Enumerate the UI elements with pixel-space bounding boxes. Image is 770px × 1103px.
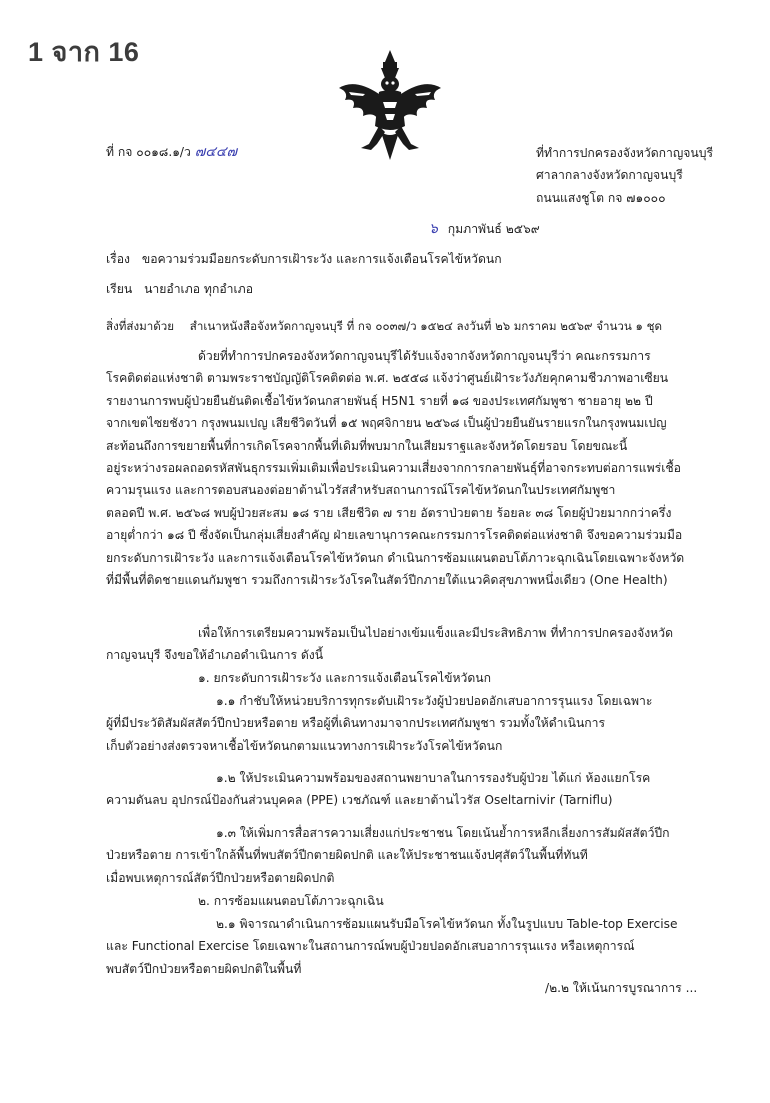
body-paragraph-1: [106, 345, 706, 591]
garuda-emblem: [335, 48, 445, 164]
paragraph-line: อายุต่ำกว่า ๑๘ ปี ซึ่งจัดเป็นกลุ่มเสี่ยงสำคัญ ฝ่ายเลขานุการคณะกรรมการโรคติดต่อแห่งชาติ จึงขอความร่วมมือ: [106, 528, 683, 543]
paragraph-line: เพื่อให้การเตรียมความพร้อมเป็นไปอย่างเข้มแข็งและมีประสิทธิภาพ ที่ทำการปกครองจังหวัด: [198, 626, 673, 640]
paragraph-line: ป่วยหรือตาย การเข้าใกล้พื้นที่พบสัตว์ปีกตายผิดปกติ และให้ประชาชนแจ้งปศุสัตว์ในพื้นที่ทันที: [106, 848, 588, 863]
enclosure-label: สิ่งที่ส่งมาด้วย: [106, 319, 175, 333]
sender-address-line-2: ศาลากลางจังหวัดกาญจนบุรี: [536, 168, 683, 182]
item-1-title: [106, 667, 706, 689]
paragraph-line: เก็บตัวอย่างส่งตรวจหาเชื้อไข้หวัดนกตามแนวทางการเฝ้าระวังโรคไข้หวัดนก: [106, 738, 503, 753]
paragraph-line: กาญจนบุรี จึงขอให้อำเภอดำเนินการ ดังนี้: [106, 648, 324, 663]
sender-address-line-1: ที่ทำการปกครองจังหวัดกาญจนบุรี: [536, 146, 714, 160]
paragraph-line: ๑.๒ ให้ประเมินความพร้อมของสถานพยาบาลในการรองรับผู้ป่วย ได้แก่ ห้องแยกโรค: [216, 771, 651, 785]
reference-number-handwritten: ๗๔๔๗: [194, 144, 238, 160]
recipient-line: [106, 281, 253, 298]
item-1-3: [106, 822, 706, 889]
date-month-year: กุมภาพันธ์ ๒๕๖๙: [447, 222, 540, 236]
paragraph-line: ด้วยที่ทำการปกครองจังหวัดกาญจนบุรีได้รับแจ้งจากจังหวัดกาญจนบุรีว่า คณะกรรมการ: [198, 349, 651, 363]
item-title-text: ๒. การซ้อมแผนตอบโต้ภาวะฉุกเฉิน: [198, 894, 384, 908]
enclosure-line: [106, 318, 662, 335]
paragraph-line: พบสัตว์ปีกป่วยหรือตายผิดปกติในพื้นที่: [106, 961, 302, 976]
paragraph-line: โรคติดต่อแห่งชาติ ตามพระราชบัญญัติโรคติดต่อ พ.ศ. ๒๕๕๘ แจ้งว่าศูนย์เฝ้าระวังภัยคุกคามชีวภาพอาเซียน: [106, 371, 669, 386]
document-date: [429, 221, 540, 238]
paragraph-line: และ Functional Exercise โดยเฉพาะในสถานการณ์พบผู้ป่วยปอดอักเสบอาการรุนแรง หรือเหตุการณ์: [106, 939, 635, 954]
date-day-handwritten: ๖: [429, 221, 438, 237]
reference-prefix: ที่ กจ ๐๐๑๘.๑/ว: [106, 145, 191, 159]
item-2-1: [106, 913, 706, 980]
paragraph-line: ๑.๑ กำชับให้หน่วยบริการทุกระดับเฝ้าระวังผู้ป่วยปอดอักเสบอาการรุนแรง โดยเฉพาะ: [216, 694, 653, 708]
item-title-text: ๑. ยกระดับการเฝ้าระวัง และการแจ้งเตือนโรคไข้หวัดนก: [198, 671, 491, 685]
recipient-text: นายอำเภอ ทุกอำเภอ: [144, 282, 254, 296]
item-2-title: [106, 890, 706, 912]
paragraph-line: ยกระดับการเฝ้าระวัง และการแจ้งเตือนโรคไข้หวัดนก ดำเนินการซ้อมแผนตอบโต้ภาวะฉุกเฉินโดยเฉพาะจังหวัด: [106, 550, 685, 565]
subject-label: เรื่อง: [106, 252, 130, 266]
paragraph-line: ที่มีพื้นที่ติดชายแดนกัมพูชา รวมถึงการเฝ้าระวังโรคในสัตว์ปีกภายใต้แนวคิดสุขภาพหนึ่งเดียว (One Health): [106, 573, 668, 588]
paragraph-line: เมื่อพบเหตุการณ์สัตว์ปีกป่วยหรือตายผิดปกติ: [106, 870, 335, 885]
paragraph-line: ตลอดปี พ.ศ. ๒๕๖๘ พบผู้ป่วยสะสม ๑๘ ราย เสียชีวิต ๗ ราย อัตราป่วยตาย ร้อยละ ๓๘ โดยผู้ป่วยมากกว่าครึ่ง: [106, 505, 672, 520]
paragraph-line: สะท้อนถึงการขยายพื้นที่การเกิดโรคจากพื้นที่เดิมที่พบมากในเสียมราฐและจังหวัดโดยรอบ โดยขณะนี้: [106, 438, 628, 453]
item-1-1: [106, 690, 706, 757]
item-1-2: [106, 767, 706, 812]
document-reference: [106, 144, 237, 161]
paragraph-line: ๒.๑ พิจารณาดำเนินการซ้อมแผนรับมือโรคไข้หวัดนก ทั้งในรูปแบบ Table-top Exercise: [216, 917, 678, 931]
paragraph-line: ผู้ที่มีประวัติสัมผัสสัตว์ปีกป่วยหรือตาย หรือผู้ที่เดินทางมาจากประเทศกัมพูชา รวมทั้งให้ดำเนินการ: [106, 716, 606, 731]
page-counter: 1 จาก 16: [28, 37, 140, 67]
paragraph-line: รายงานการพบผู้ป่วยยืนยันติดเชื้อไข้หวัดนกสายพันธุ์ H5N1 รายที่ ๑๘ ของประเทศกัมพูชา ชายอายุ ๒๒ ปี: [106, 393, 653, 408]
continuation-note: /๒.๒ ให้เน้นการบูรณาการ ...: [545, 981, 698, 995]
sender-address-line-3: ถนนแสงชูโต กจ ๗๑๐๐๐: [536, 191, 666, 205]
enclosure-text: สำเนาหนังสือจังหวัดกาญจนบุรี ที่ กจ ๐๐๓๗/ว ๑๕๒๔ ลงวันที่ ๒๖ มกราคม ๒๕๖๙ จำนวน ๑ ชุด: [189, 319, 662, 333]
paragraph-line: ความดันลบ อุปกรณ์ป้องกันส่วนบุคคล (PPE) เวชภัณฑ์ และยาต้านไวรัส Oseltarnivir (Tarniflu): [106, 793, 613, 808]
paragraph-line: อยู่ระหว่างรอผลถอดรหัสพันธุกรรมเพิ่มเติมเพื่อประเมินความเสี่ยงจากการกลายพันธุ์ที่อาจกระทบต่อการแพร่เชื้อ: [106, 461, 681, 476]
subject-text: ขอความร่วมมือยกระดับการเฝ้าระวัง และการแจ้งเตือนโรคไข้หวัดนก: [141, 252, 502, 266]
paragraph-line: ๑.๓ ให้เพิ่มการสื่อสารความเสี่ยงแก่ประชาชน โดยเน้นย้ำการหลีกเลี่ยงการสัมผัสสัตว์ปีก: [216, 826, 670, 840]
subject-line: [106, 251, 502, 268]
paragraph-line: จากเขตไซยชังวา กรุงพนมเปญ เสียชีวิตวันที่ ๑๕ พฤศจิกายน ๒๕๖๘ เป็นผู้ป่วยยืนยันรายแรกในกรุงพนมเปญ: [106, 416, 667, 431]
paragraph-line: ความรุนแรง และการตอบสนองต่อยาต้านไวรัสสำหรับสถานการณ์โรคไข้หวัดนกในประเทศกัมพูชา: [106, 483, 616, 498]
body-paragraph-2: [106, 622, 706, 667]
recipient-label: เรียน: [106, 282, 133, 296]
